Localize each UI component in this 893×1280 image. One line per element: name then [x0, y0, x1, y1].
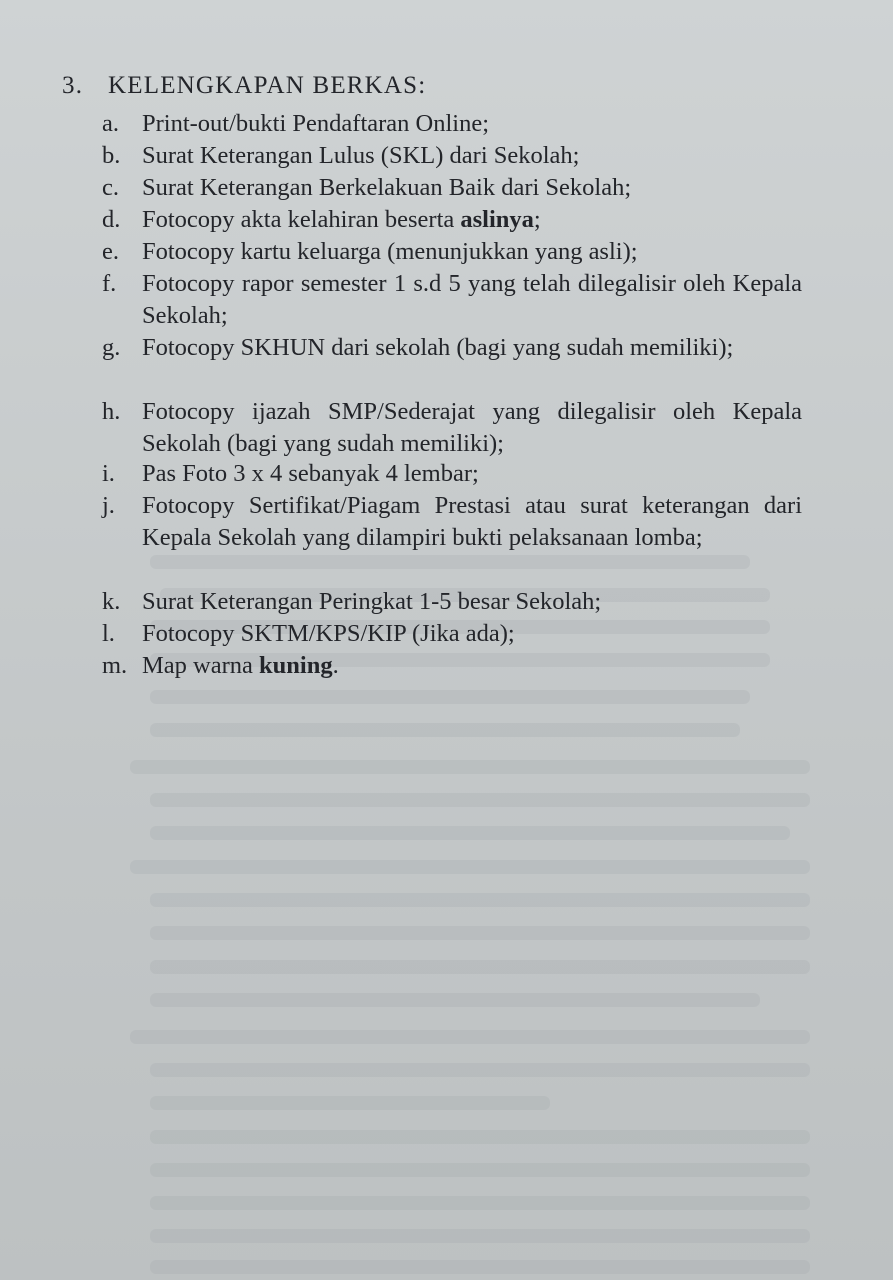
list-item-text: Print-out/bukti Pendaftaran Online;	[142, 110, 490, 137]
list-item-text: Surat Keterangan Peringkat 1-5 besar Sekolah;	[142, 588, 602, 615]
list-item-text: Surat Keterangan Lulus (SKL) dari Sekolah;	[142, 142, 580, 169]
list-item-text: Fotocopy ijazah SMP/Sederajat yang dilegalisir oleh Kepala Sekolah (bagi yang sudah memiliki);	[142, 398, 802, 457]
list-item-k	[102, 586, 802, 618]
list-item-l	[102, 618, 802, 650]
list-item-text: Fotocopy SKTM/KPS/KIP (Jika ada);	[142, 620, 515, 647]
list-marker: e.	[102, 238, 119, 265]
list-item-d	[102, 204, 802, 236]
list-item-text: Fotocopy Sertifikat/Piagam Prestasi atau surat keterangan dari Kepala Sekolah yang dilampiri bukti pelaksanaan lomba;	[142, 492, 802, 551]
list-item-b	[102, 140, 802, 172]
list-item-c	[102, 172, 802, 204]
emphasis-text: aslinya	[460, 206, 534, 233]
list-item-text-wrapper	[142, 204, 802, 236]
list-marker: k.	[102, 588, 121, 615]
list-item-a	[102, 108, 802, 140]
list-item-text: Pas Foto 3 x 4 sebanyak 4 lembar;	[142, 460, 479, 487]
section-heading	[62, 72, 426, 100]
list-item-text: Fotocopy kartu keluarga (menunjukkan yang asli);	[142, 238, 638, 265]
list-item-text: Fotocopy rapor semester 1 s.d 5 yang telah dilegalisir oleh Kepala Sekolah;	[142, 270, 802, 329]
list-marker: j.	[102, 492, 115, 519]
list-item-e	[102, 236, 802, 268]
list-marker: g.	[102, 334, 121, 361]
list-marker: i.	[102, 460, 115, 487]
section-title: KELENGKAPAN BERKAS:	[108, 72, 427, 99]
list-item-suffix: .	[332, 652, 339, 679]
list-item-i	[102, 458, 802, 490]
list-marker: d.	[102, 206, 121, 233]
list-item-text: Surat Keterangan Berkelakuan Baik dari Sekolah;	[142, 174, 632, 201]
list-marker: h.	[102, 398, 121, 425]
list-item-text: Map warna	[142, 652, 260, 679]
list-marker: a.	[102, 110, 119, 137]
list-marker: f.	[102, 270, 117, 297]
emphasis-text: kuning	[259, 652, 333, 679]
list-marker: m.	[102, 652, 128, 679]
list-item-text: Fotocopy SKHUN dari sekolah (bagi yang sudah memiliki);	[142, 334, 734, 361]
list-item-m	[102, 650, 802, 682]
list-item-h	[102, 396, 802, 459]
list-marker: l.	[102, 620, 115, 647]
list-marker: c.	[102, 174, 119, 201]
list-item-suffix: ;	[533, 206, 541, 233]
section-number: 3.	[62, 72, 84, 99]
list-item-g	[102, 332, 802, 364]
list-item-j	[102, 490, 802, 553]
list-marker: b.	[102, 142, 121, 169]
list-item-text-wrapper	[142, 650, 802, 682]
list-item-text: Fotocopy akta kelahiran beserta	[142, 206, 461, 233]
list-item-f	[102, 268, 802, 331]
